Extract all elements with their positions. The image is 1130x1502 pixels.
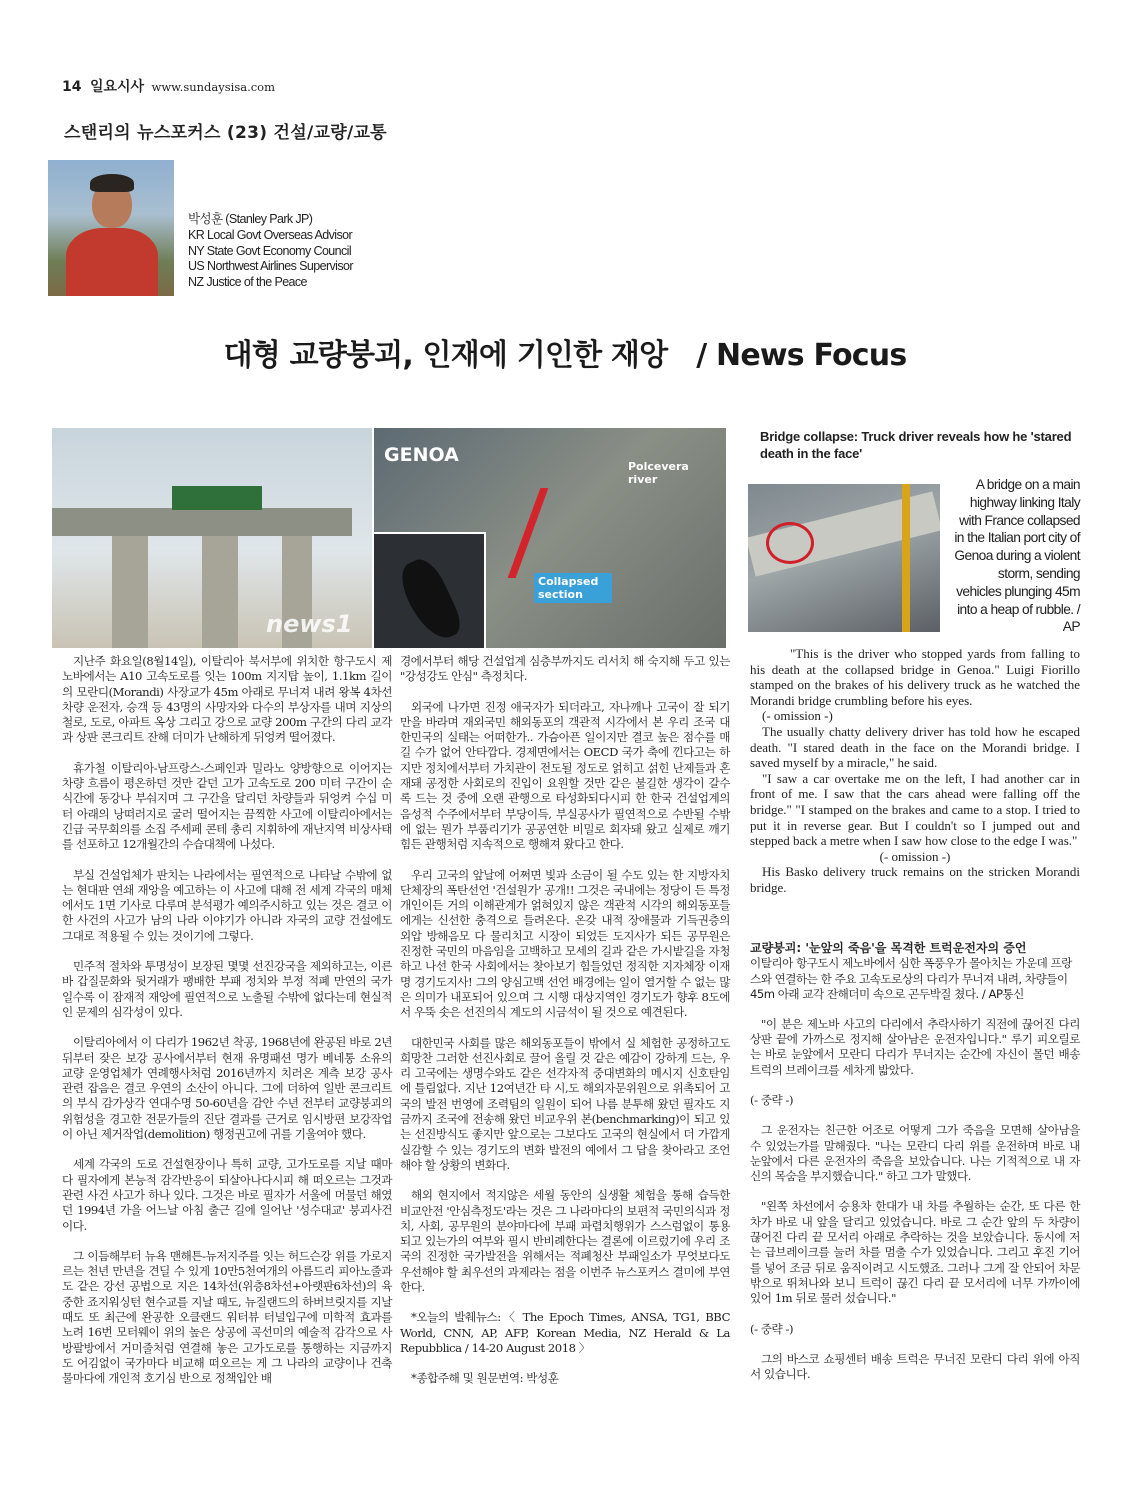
paragraph: 민주적 절차와 투명성이 보장된 몇몇 선진강국을 제외하고는, 이른바 갑질문화와 뒷거래가 팽배한 부패 정치와 부정 적폐 만연의 국가일수록 이 잠재적 재앙에 필연적으로 노출될 수밖에 없다는데 현실적인 문제의 심각성이 있다.	[62, 959, 392, 1019]
section-title: 스탠리의 뉴스포커스 (23) 건설/교량/교통	[64, 123, 387, 143]
korean-translation	[750, 940, 1080, 1397]
paragraph: 이탈리아에서 이 다리가 1962년 착공, 1968년에 완공된 바로 2년 뒤부터 잦은 보강 공사에서부터 현재 유명패션 명가 베네통 소유의 교량 운영업체가 연례행사처럼 2016년까지 치러온 계측 보강 공사 관련 잡음은 결코 우연의 소산이 아니다. 그에 더하여 일반 콘크리트의 부식 감가상각 연대수명 50-60년을 감안 수년 전부터 교량붕괴의 위험성을 경고한 전문가들의 진단 결과를 근거로 임시방편 보강작업이 아닌 제거작업(demolition) 행정권고에 귀를 기울여야 했다.	[62, 1035, 392, 1142]
paragraph: The usually chatty delivery driver has told how he escaped death. "I stared death in the face on the Morandi bridge. I saved myself by a miracle," he said.	[750, 723, 1080, 771]
news1-watermark: news1	[266, 610, 353, 638]
english-article-title: Bridge collapse: Truck driver reveals how he 'stared death in the face'	[760, 429, 1072, 461]
paragraph: 대한민국 사회를 많은 해외동포들이 밖에서 실 체험한 공정하고도 희망찬 그러한 선진사회로 끌어 올릴 것 같은 예감이 강하게 드는, 우리 고국에는 생명수와도 같은 선각자적 중대변화의 메시지 신호탄임에 틀림없다. 지난 12여년간 타 시,도 해외자문위원으로 위촉되어 고국의 발전 번영에 조력팀의 일원이 되어 나름 분투해 왔던 필자도 지금까지 조국에 전송해 왔던 비교우위 본(benchmarking)이 되고 있는 선진방식도 좋지만 앞으로는 그보다도 고국의 현실에서 더 가깝게 실감할 수 있는 경기도의 변화 발전의 예에서 그 답을 찾아라고 조언해야 할 상황의 변화다.	[400, 1035, 730, 1172]
paragraph: 휴가철 이탈리아-남프랑스-스페인과 밀라노 양방향으로 이어지는 차량 흐름이 평온하던 것만 같던 고가 고속도로 200 미터 구간이 순식간에 동강나 부숴지며 그 구간을 달리던 차량들과 뒤엉켜 수십 미터 아래의 낭떠러지로 굴러 떨어지는 끔찍한 사고에 이탈리아에서는 긴급 국무회의를 소집 주세페 콘테 총리 지휘하에 재난지역 비상사태를 선포하고 12개월간의 수습대책에 나섰다.	[62, 760, 392, 852]
english-article-body	[750, 646, 1080, 896]
article-column-2	[400, 654, 730, 1401]
headline: 대형 교량붕괴, 인재에 기인한 재앙 / News Focus	[223, 338, 907, 373]
paragraph: "I saw a car overtake me on the left, I had another car in front of me. I saw that the cars ahead were falling off the bridge." "I stamped on the brakes and came to a stop. I tried to put it in reverse gear. But I couldn't so I jumped out and stepped back a metre when I saw how close to the edge I was."	[750, 770, 1080, 849]
publication-url: www.sundaysisa.com	[151, 80, 276, 94]
truck-on-bridge-photo	[748, 484, 940, 632]
publication-name: 일요시사	[89, 79, 145, 95]
author-title-3: US Northwest Airlines Supervisor	[188, 259, 353, 274]
map-collapsed-label: Collapsed section	[534, 573, 612, 603]
omission-note: (- omission -)	[879, 848, 951, 864]
paragraph: 지난주 화요일(8월14일), 이탈리아 북서부에 위치한 항구도시 제노바에서는 A10 고속도로를 잇는 100m 지지탑 높이, 1.1km 길이의 모란디(Morandi) 사장교가 45m 아래로 무너져 내려 왕복 4차선 차량 운전자, 승객 등 43명의 사망자와 다수의 부상자를 내며 지상의 철로, 도로, 아파트 옥상 그리고 강으로 교량 200m 구간의 다리 교각과 상판 콘크리트 잔해 더미가 난해하게 뒤엉켜 떨어졌다.	[62, 654, 392, 745]
italy-inset-map	[374, 532, 486, 648]
genoa-map-graphic	[374, 428, 726, 648]
paragraph: 그의 바스코 쇼핑센터 배송 트럭은 무너진 모란디 다리 위에 아직 서 있습니다.	[750, 1351, 1080, 1382]
author-name: 박성훈 (Stanley Park JP)	[188, 212, 313, 226]
paragraph: 경에서부터 해당 건설업계 심층부까지도 리서치 해 숙지해 두고 있는 "강성강도 안심" 측정치다.	[400, 654, 730, 684]
map-river-label: Polcevera river	[628, 460, 689, 486]
omission-note: (- omission -)	[762, 708, 833, 724]
paragraph: His Basko delivery truck remains on the stricken Morandi bridge.	[750, 864, 1080, 895]
author-title-4: NZ Justice of the Peace	[188, 275, 307, 290]
sources-note: *오늘의 발췌뉴스:〈 The Epoch Times, ANSA, TG1, BBC World, CNN, AP, AFP, Korean Media, NZ Herald & La Repubblica / 14-20 August 2018 〉	[400, 1310, 730, 1355]
paragraph: 부실 건설업체가 판치는 나라에서는 필연적으로 나타날 수밖에 없는 현대판 연쇄 재앙을 예고하는 이 사고에 대해 전 세계 각국의 매체에서도 1면 기사로 다루며 분석평가 예의주시하고 있는 것은 결코 이 한 사건의 사고가 남의 나라 이야기가 아니라 자국의 교량 건설에도 그대로 적용될 수 있는 것이기에 그렇다.	[62, 867, 392, 943]
paragraph: 그 이듬해부터 뉴욕 맨해튼-뉴저지주를 잇는 허드슨강 위를 가로지르는 천년 만년을 견딜 수 있게 10만5천여개의 아름드리 피아노줄과도 같은 강선 공법으로 지은 14차선(위층8차선+아랫판6차선)의 육중한 죠지워싱턴 현수교를 지날 때도, 뉴질랜드의 하버브릿지를 지날 때도 또 최근에 완공한 오클랜드 워터뷰 터널입구에 미학적 효과를 노려 16번 모터웨이 위의 높은 상공에 곡선미의 예술적 감각으로 사방팔방에서 거미줄처럼 연결해 놓은 고가도로를 통행하는 지금까지도 어김없이 국가마다 비교해 떠오르는 게 그 나라의 교량이나 건축물마다에 개인적 호기심 반으로 정책입안 배	[62, 1248, 392, 1386]
page-header	[62, 76, 275, 96]
paragraph: "This is the driver who stopped yards from falling to his death at the collapsed bridge in Genoa." Luigi Fiorillo stamped on the brakes of his delivery truck as he watched the Morandi bridge crumbling before his eyes.	[750, 646, 1080, 708]
paragraph: 외국에 나가면 진정 애국자가 되더라고, 자나깨나 고국이 잘 되기만을 바라며 재외국민 해외동포의 객관적 시각에서 본 우리 조국 대한민국의 실태는 어떠한가.. 가슴아픈 일이지만 결코 높은 점수를 매길 수가 없어 안타깝다. 경제면에서는 OECD 국가 축에 낀다고는 하지만 정치에서부터 가치관이 전도될 정도로 얽히고 섥힌 난제들과 혼재돼 공정한 사회로의 진입이 요원할 것만 같은 불길한 생각이 갈수록 드는 것 중에 오랜 관행으로 타성화되다시피 한 한국 건설업계의 음성적 수주에서부터 부당이득, 부실공사가 필연적으로 수반될 수밖에 없는 뭔가 부품리기가 공공연한 비밀로 회자돼 왔고 실제로 깨기 힘든 관행처럼 지속적으로 행해져 왔다고 한다.	[400, 699, 730, 852]
highlight-circle	[766, 522, 814, 564]
author-bio	[188, 212, 353, 291]
map-title: GENOA	[384, 444, 459, 466]
omission-note: (- 중략 -)	[750, 1092, 794, 1107]
english-photo-caption: A bridge on a main highway linking Italy with France collapsed in the Italian port city of Genoa during a violent storm, sending vehicles plunging 45m into a heap of rubble. / AP	[954, 477, 1080, 635]
omission-note: (- 중략 -)	[750, 1321, 794, 1336]
author-title-2: NY State Govt Economy Council	[188, 243, 352, 258]
translation-lead: 이탈리아 항구도시 제노바에서 심한 폭풍우가 몰아치는 가운데 프랑스와 연결하는 한 주요 고속도로상의 다리가 무너져 내려, 차량들이 45m 아래 교각 잔해더미 속으로 곤두박질 쳤다. / AP통신	[750, 956, 1072, 1002]
translation-title: 교량붕괴: '눈앞의 죽음'을 목격한 트럭운전자의 증언	[750, 941, 1027, 955]
translator-note: *종합주해 및 원문번역: 박성훈	[411, 1371, 559, 1386]
paragraph: "왼쪽 차선에서 승용차 한대가 내 차를 추월하는 순간, 또 다른 한 차가 바로 내 앞을 달리고 있었습니다. 바로 그 순간 앞의 두 차량이 끊어진 다리 끝 모서리 아래로 추락하는 것을 보았습니다. 동시에 저는 급브레이크를 눌러 차를 멈출 수가 있었습니다. 그리고 후진 기어를 넣어 조금 뒤로 움직이려고 시도했죠. 그러나 그게 잘 안되어 차문 밖으로 뛰쳐나와 보니 트럭이 끊긴 다리 끝 모서리에 너무 가까이에 있어 1m 뒤로 물러 섰습니다."	[750, 1199, 1080, 1306]
article-column-1	[62, 654, 392, 1401]
author-photo	[48, 160, 174, 296]
paragraph: 세계 각국의 도로 건설현장이나 특히 교량, 고가도로를 지날 때마다 필자에게 본능적 감각반응이 되살아나다시피 해 떠오르는 그것과 관련 사건 사고가 하나 있다. 그것은 바로 필자가 서울에 머물던 해였던 1994년 가을 어느날 아침 출근 길에 일어난 '성수대교' 붕괴사건이다.	[62, 1157, 392, 1233]
paragraph: 그 운전자는 친근한 어조로 어떻게 그가 죽음을 모면해 살아남을 수 있었는가를 말해줬다. "나는 모란디 다리 위를 운전하며 바로 내 눈앞에서 다른 운전자의 죽음을 보았습니다. 나는 기적적으로 내 자신의 목숨을 부지했습니다." 하고 그가 말했다.	[750, 1123, 1080, 1184]
page-number: 14	[62, 79, 82, 95]
bridge-collapse-photo	[52, 428, 372, 648]
author-title-1: KR Local Govt Overseas Advisor	[188, 227, 353, 242]
paragraph: "이 분은 제노바 사고의 다리에서 추락사하기 직전에 끊어진 다리 상판 끝에 가까스로 정지해 살아남은 운전자입니다." 루기 피오릴로는 바로 눈앞에서 모란디 다리가 무너지는 순간에 자신이 몰던 배송트럭의 브레이크를 세차게 밟았다.	[750, 1016, 1080, 1077]
paragraph: 우리 고국의 앞날에 어쩌면 빛과 소금이 될 수도 있는 한 지방자치단체장의 폭탄선언 '건설원가' 공개!! 그것은 국내에는 정당이 든 특정 개인이든 거의 이해관계가 얽혀있지 않은 객관적 시각의 해외동포들에게는 신선한 충격으로 들려온다. 온갖 내적 장애물과 기득권층의 외압 방해음모 다 물리치고 시장이 되었든 도지사가 되든 공무원은 진정한 국민의 마음임을 고백하고 모세의 길과 같은 가시밭길을 자청하고 나선 한국 사회에서는 찾아보기 힘들었던 정직한 지자체장 이재명 경기도지사! 그의 양심고백 선언 배경에는 일이 열거할 수 없는 많은 의미가 내포되어 있으며 그 시행 대상지역인 경기도가 향후 8도에서 우뚝 솟은 선진의식 계도의 시금석이 될 것으로 예견된다.	[400, 867, 731, 1020]
paragraph: 해외 현지에서 적지않은 세월 동안의 실생활 체험을 통해 습득한 비교안전 '안심측정도'라는 것은 그 나라마다의 보편적 국민의식과 정치, 사회, 공무원의 분야마다에 부패 파렴치행위가 스스럼없이 통용되고 있는가의 여부와 필시 반비례한다는 결론에 이르렀기에 우리 조국의 진정한 국가발전을 위해서는 적폐청산 부패일소가 무엇보다도 우선해야 할 최우선의 과제라는 점을 이번주 뉴스포커스 결미에 부연한다.	[400, 1188, 730, 1294]
